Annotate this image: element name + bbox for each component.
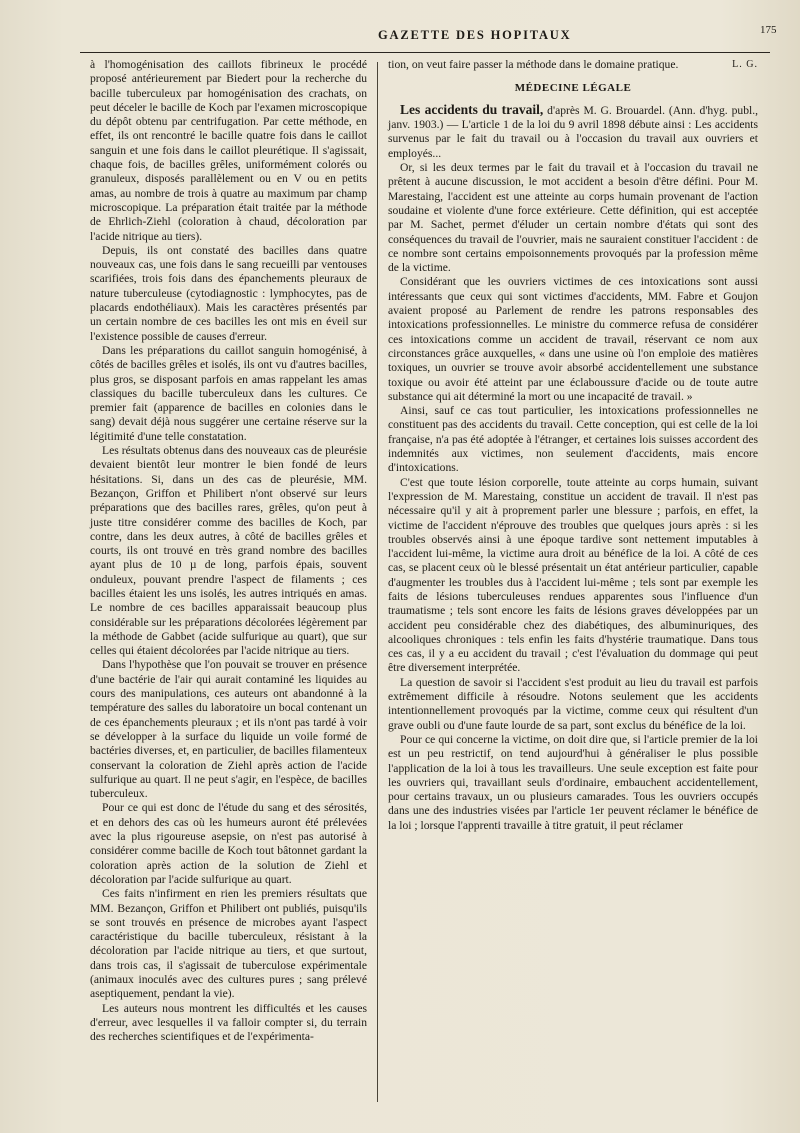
paragraph: Dans les préparations du caillot sanguin homogénisé, à côtés de bacilles grêles et isolés, ils ont vu d'autres bacilles, plus gros, se disposant parfois en amas rappelant les amas classiques du bacille tuberculeux dans les cultures. Ce premier fait (apparence de bacilles en colonies dans le sang) devait déjà nous suggérer une certaine réserve sur la légitimité d'une telle constatation. — [90, 343, 367, 443]
paragraph: La question de savoir si l'accident s'est produit au lieu du travail est parfois extrêmement difficile à résoudre. Notons seulement que les accidents intentionnellement provoqués par la victime, comme ceux qui résultent d'un grave oubli ou d'une faute lourde de sa part, sont exclus du bénéfice de la loi. — [388, 675, 758, 732]
paragraph: Les résultats obtenus dans des nouveaux cas de pleurésie devaient bientôt leur montrer le bien fondé de leurs hésitations. Si, dans un des cas de pleurésie, MM. Bezançon, Griffon et Philibert n'ont observé sur leurs préparations que des bacilles rares, grêles, qu'on peut à juste titre considérer comme des bacilles de Koch, par contre, dans les deux autres, à côté de bacilles grêles et courts, ils ont trouvé en très grand nombre des bacilles ayant plus de 10 µ de long, parfois épais, souvent onduleux, pouvant prendre l'aspect de filaments ; ces bacilles étaient les uns isolés, les autres intriqués en amas. Le nombre de ces bacilles apparaissait beaucoup plus considérable sur les préparations décolorées légèrement par la méthode de Gabbet (acide sulfurique au quart), que sur celles qui étaient décolorées par l'acide nitrique au tiers. — [90, 444, 367, 658]
left-column — [90, 58, 367, 1044]
paragraph: tion, on veut faire passer la méthode dans le domaine pratique. — [388, 58, 679, 71]
section-heading: MÉDECINE LÉGALE — [514, 81, 632, 94]
paragraph: Les auteurs nous montrent les difficultés et les causes d'erreur, avec lesquelles il va falloir compter si, du terrain des recherches scientifiques et de l'expérimenta- — [90, 1001, 367, 1044]
header-rule — [80, 52, 770, 53]
paragraph: Or, si les deux termes par le fait du travail et à l'occasion du travail ne prêtent à aucune discussion, le mot accident a besoin d'être défini. Pour M. Marestaing, l'accident est une atteinte au corps humain provenant de l'action soudaine et violente d'une force extérieure. Cette définition, qui est acceptée par M. Sachet, permet d'éluder un certain nombre d'états qui sont des conséquences du travail de l'ouvrier, mais ne sauraient constituer l'accident : de ce nombre sont certains empoisonnements provoqués par la profession même de la victime. — [388, 161, 758, 275]
article-byline: d'après M. G. Brouardel. (Ann. d'hyg. publ., janv. 1903.) — L'article 1 de la loi du 9 avril 1898 débute ainsi : Les accidents survenus par le fait du travail ou à l'occasion du travail aux ouvriers et employés... — [388, 103, 759, 160]
column-divider — [377, 62, 378, 1102]
article-title: Les accidents du travail, — [400, 101, 544, 117]
paragraph: C'est que toute lésion corporelle, toute atteinte au corps humain, suivant l'expression de M. Marestaing, constitue un accident de travail. Il n'est pas nécessaire qu'il y ait à proprement parler une blessure ; parfois, en effet, la victime de l'accident n'éprouve des troubles que quelques jours après : si les troubles observés ainsi à une époque tardive sont nettement imputables à l'accident lui-même, la victime aura droit au bénéfice de la loi. A côté de ces cas, se placent ceux où le blessé présentait un état antérieur particulier, capable d'augmenter les troubles dus à l'accident lui-même ; tels sont par exemple les faits de lésions tuberculeuses rendues apparentes sous l'influence d'un traumatisme ; tels sont encore les faits de lésions graves développées par un accident peu considérable chez des diabétiques, des albuminuriques, des alcooliques chroniques : tels enfin les faits d'hystérie traumatique. Dans tous ces cas, il y a eu accident du travail ; c'est l'évaluation du dommage qui peut être diversement interprétée. — [388, 475, 758, 675]
paragraph: Considérant que les ouvriers victimes de ces intoxications sont aussi intéressants que ceux qui sont victimes d'accidents, MM. Fabre et Goujon avaient proposé au Parlement de rendre les patrons responsables des intoxications professionnelles. Le ministre du commerce refusa de considérer ces intoxications comme un accident de travail, réservant ce nom aux circonstances grâce auxquelles, « dans une usine où l'on emploie des matières toxiques, un ouvrier se trouve avoir absorbé accidentellement une substance toxique ou avoir été atteint par une éclaboussure d'acide ou de toute autre substance qui ait déterminé la mort ou une incapacité de travail. » — [388, 275, 758, 403]
author-initials: L. G. — [732, 59, 758, 71]
paragraph: Ces faits n'infirment en rien les premiers résultats que MM. Bezançon, Griffon et Philibert ont publiés, puisqu'ils se sont trouvés en présence de microbes ayant l'aspect caractéristique du bacille tuberculeux, résistant à la décoloration par l'acide nitrique au tiers, et que surtout, dans trois cas, il s'agissait de tuberculose expérimentale (animaux inoculés avec des cultures pures ; sang prélevé aseptiquement, pendant la vie). — [90, 887, 367, 1001]
page-number: 175 — [760, 24, 777, 36]
right-column — [388, 58, 758, 833]
paragraph: Depuis, ils ont constaté des bacilles dans quatre nouveaux cas, une fois dans le sang recueilli par ventouses scarifiées, trois fois dans des épanchements pleuraux de nature tuberculeuse (cytodiagnostic : lymphocytes, pas de placards endothéliaux). Mais les caractères présentés par un certain nombre de ces bacilles les ont mis en éveil sur l'existence possible de causes d'erreur. — [90, 243, 367, 343]
paragraph: Ainsi, sauf ce cas tout particulier, les intoxications professionnelles ne constituent pas des accidents du travail. Cette conception, qui est celle de la loi française, n'a pas été adoptée à l'étranger, et certaines lois suisses accordent des indemnités aux victimes, non seulement d'accidents, mais encore d'intoxications. — [388, 404, 758, 475]
paragraph: Pour ce qui concerne la victime, on doit dire que, si l'article premier de la loi est un peu restrictif, on tend aujourd'hui à généraliser le plus possible l'application de la loi à tous les travailleurs. Une seule exception est faite pour les ouvriers qui, travaillant seuls d'ordinaire, embauchent accidentellement, pour certains travaux, un ou plusieurs camarades. Tous les ouvriers occupés dans une des industries visées par l'article 1er peuvent réclamer le bénéfice de la loi ; lorsque l'apprenti travaille à titre gratuit, il peut réclamer — [388, 732, 758, 832]
paragraph: à l'homogénisation des caillots fibrineux le procédé proposé antérieurement par Biedert pour la recherche du bacille tuberculeux par homogénisation des crachats, on peut déceler le bacille de Koch par l'examen microscopique du dépôt obtenu par centrifugation. Par cette méthode, en effet, ils ont rencontré le bacille quatre fois dans le caillot sanguin et une fois dans le caillot pleurétique. Il s'agissait, chaque fois, de bacilles grêles, uniformément colorés ou granuleux, disposés parallèlement ou en V ou en petits amas, au nombre de trois à quatre au maximum par champ microscopique. La préparation était traitée par la méthode de Ehrlich-Ziehl (coloration à chaud, décoloration par l'acide nitrique au tiers). — [90, 58, 367, 243]
article-lead — [388, 103, 758, 161]
paragraph: Dans l'hypothèse que l'on pouvait se trouver en présence d'une bactérie de l'air qui aurait contaminé les liquides au cours des manipulations, ces auteurs ont abandonné à la température des salles du laboratoire un bocal contenant un de ces épanchements pleuraux ; et ils n'ont pas tardé à voir se développer à la surface du liquide un voile formé de bactéries diverses, et, en particulier, de bacilles filamenteux conservant la coloration de Ziehl après action de l'acide sulfurique au quart. Il ne peut s'agir, en l'espèce, de bacilles tuberculeux. — [90, 658, 367, 801]
paragraph: Pour ce qui est donc de l'étude du sang et des sérosités, et en dehors des cas où les humeurs auront été prélevées avec la plus rigoureuse asepsie, on n'est pas autorisé à considérer comme bacille de Koch tout bâtonnet gardant la coloration après action de la solution de Ziehl et décoloration par l'acide sulfurique au quart. — [90, 801, 367, 886]
page-header-title: GAZETTE DES HOPITAUX — [378, 28, 572, 42]
